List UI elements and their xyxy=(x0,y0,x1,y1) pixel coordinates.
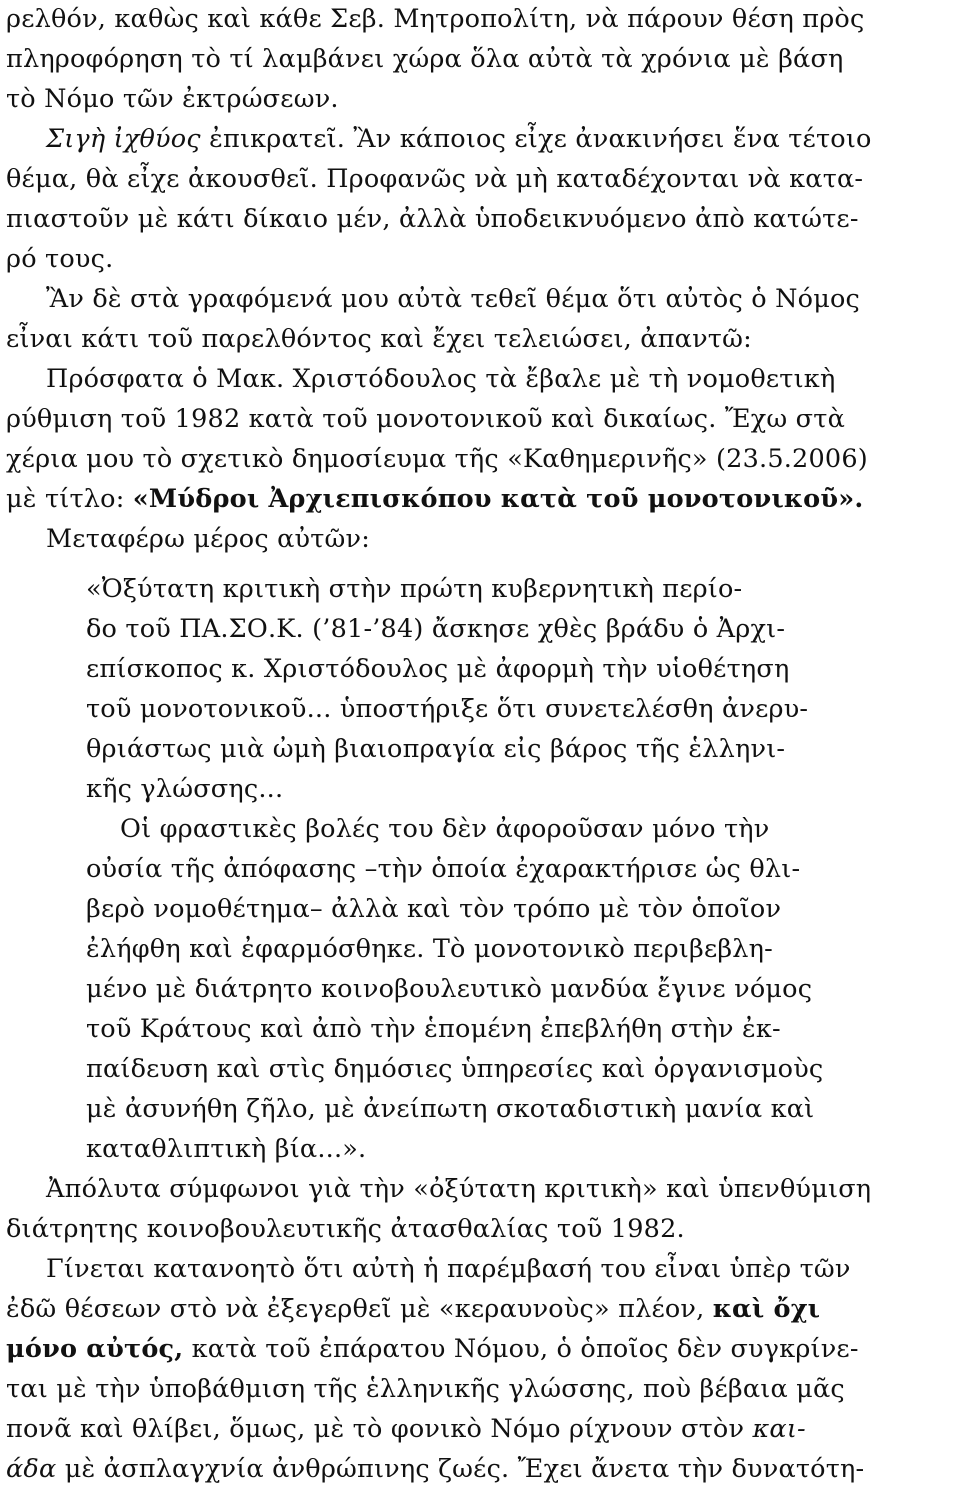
text-line: Γίνεται κατανοητὸ ὅτι αὐτὴ ἡ παρέμβασή του εἶναι ὑπὲρ τῶν xyxy=(46,1254,851,1284)
text-run: μὲ ἀσπλαγχνία ἀνθρώπινης ζωές. Ἔχει ἄνετα τὴν δυνατότη- xyxy=(56,1454,865,1484)
italic-phrase: άδα xyxy=(6,1454,57,1484)
text-line xyxy=(6,1450,864,1488)
bold-title: «Μύδροι Ἀρχιεπισκόπου κατὰ τοῦ μονοτονικοῦ». xyxy=(132,484,864,514)
text-run: μὲ τίτλο: xyxy=(6,484,133,514)
text-line: θέμα, θὰ εἶχε ἀκουσθεῖ. Προφανῶς νὰ μὴ καταδέχονται νὰ κατα- xyxy=(6,164,864,194)
text-run: ἐπικρατεῖ. Ἂν κάποιος εἶχε ἀνακινήσει ἕνα τέτοιο xyxy=(200,124,872,154)
quote-line: επίσκοπος κ. Χριστόδουλος μὲ ἀφορμὴ τὴν υἱοθέτηση xyxy=(86,654,790,684)
quote-line: θριάστως μιὰ ὠμὴ βιαιοπραγία εἰς βάρος τῆς ἑλληνι- xyxy=(86,734,786,764)
text-line: ρό τους. xyxy=(6,244,114,274)
quote-line: καταθλιπτικὴ βία...». xyxy=(86,1134,367,1164)
text-line xyxy=(6,1290,820,1328)
quote-line: μένο μὲ διάτρητο κοινοβουλευτικὸ μανδύα ἔγινε νόμος xyxy=(86,974,813,1004)
text-line: ρύθμιση τοῦ 1982 κατὰ τοῦ μονοτονικοῦ καὶ δικαίως. Ἔχω στὰ xyxy=(6,404,846,434)
text-line: Ἂν δὲ στὰ γραφόμενά μου αὐτὰ τεθεῖ θέμα ὅτι αὐτὸς ὁ Νόμος xyxy=(46,284,861,314)
text-line: εἶναι κάτι τοῦ παρελθόντος καὶ ἔχει τελειώσει, ἀπαντῶ: xyxy=(6,324,752,354)
text-line: Μεταφέρω μέρος αὐτῶν: xyxy=(46,524,371,554)
quote-line: ἐλήφθη καὶ ἐφαρμόσθηκε. Τὸ μονοτονικὸ περιβεβλη- xyxy=(86,934,773,964)
bold-phrase: καὶ ὄχι xyxy=(712,1294,821,1324)
bold-phrase: μόνο αὐτός, xyxy=(6,1334,184,1364)
quote-line: μὲ ἀσυνήθη ζῆλο, μὲ ἀνείπωτη σκοταδιστικὴ μανία καὶ xyxy=(86,1094,815,1124)
text-line: ρελθόν, καθὼς καὶ κάθε Σεβ. Μητροπολίτη, νὰ πάρουν θέση πρὸς xyxy=(6,4,865,34)
italic-phrase: και- xyxy=(752,1414,806,1444)
text-line xyxy=(6,480,864,518)
quote-line: Οἱ φραστικὲς βολές του δὲν ἀφοροῦσαν μόνο τὴν xyxy=(120,814,770,844)
text-line: πιαστοῦν μὲ κάτι δίκαιο μέν, ἀλλὰ ὑποδεικνυόμενο ἀπὸ κατώτε- xyxy=(6,204,859,234)
quote-line: «Ὀξύτατη κριτικὴ στὴν πρώτη κυβερνητικὴ περίο- xyxy=(86,574,743,604)
text-line: διάτρητης κοινοβουλευτικῆς ἀτασθαλίας τοῦ 1982. xyxy=(6,1214,685,1244)
quote-line: τοῦ Κράτους καὶ ἀπὸ τὴν ἑπομένη ἐπεβλήθη στὴν ἐκ- xyxy=(86,1014,781,1044)
text-line: ται μὲ τὴν ὑποβάθμιση τῆς ἑλληνικῆς γλώσσης, ποὺ βέβαια μᾶς xyxy=(6,1374,845,1404)
quote-line: κῆς γλώσσης... xyxy=(86,774,284,804)
text-line: Πρόσφατα ὁ Μακ. Χριστόδουλος τὰ ἔβαλε μὲ τὴ νομοθετικὴ xyxy=(46,364,836,394)
text-line: Ἀπόλυτα σύμφωνοι γιὰ τὴν «ὀξύτατη κριτικὴ» καὶ ὑπενθύμιση xyxy=(46,1174,872,1204)
quote-line: τοῦ μονοτονικοῦ... ὑποστήριξε ὅτι συνετελέσθη ἀνερυ- xyxy=(86,694,809,724)
quote-line: δο τοῦ ΠΑ.ΣΟ.Κ. (’81-’84) ἄσκησε χθὲς βράδυ ὁ Ἀρχι- xyxy=(86,614,786,644)
text-line xyxy=(46,120,872,158)
text-run: κατὰ τοῦ ἐπάρατου Νόμου, ὁ ὁποῖος δὲν συγκρίνε- xyxy=(183,1334,859,1364)
text-line: τὸ Νόμο τῶν ἐκτρώσεων. xyxy=(6,84,339,114)
quote-line: βερὸ νομοθέτημα– ἀλλὰ καὶ τὸν τρόπο μὲ τὸν ὁποῖον xyxy=(86,894,782,924)
text-line xyxy=(6,1410,806,1448)
text-line: πληροφόρηση τὸ τί λαμβάνει χώρα ὅλα αὐτὰ τὰ χρόνια μὲ βάση xyxy=(6,44,844,74)
italic-phrase: Σιγὴ ἰχθύος xyxy=(46,124,201,154)
text-run: ἐδῶ θέσεων στὸ νὰ ἐξεγερθεῖ μὲ «κεραυνοὺς» πλέον, xyxy=(6,1294,713,1324)
quote-line: οὐσία τῆς ἀπόφασης –τὴν ὁποία ἐχαρακτήρισε ὡς θλι- xyxy=(86,854,801,884)
text-line xyxy=(6,1330,859,1368)
text-line: χέρια μου τὸ σχετικὸ δημοσίευμα τῆς «Καθημερινῆς» (23.5.2006) xyxy=(6,444,868,474)
quote-line: παίδευση καὶ στὶς δημόσιες ὑπηρεσίες καὶ ὀργανισμοὺς xyxy=(86,1054,824,1084)
text-run: πονᾶ καὶ θλίβει, ὅμως, μὲ τὸ φονικὸ Νόμο ρίχνουν στὸν xyxy=(6,1414,753,1444)
